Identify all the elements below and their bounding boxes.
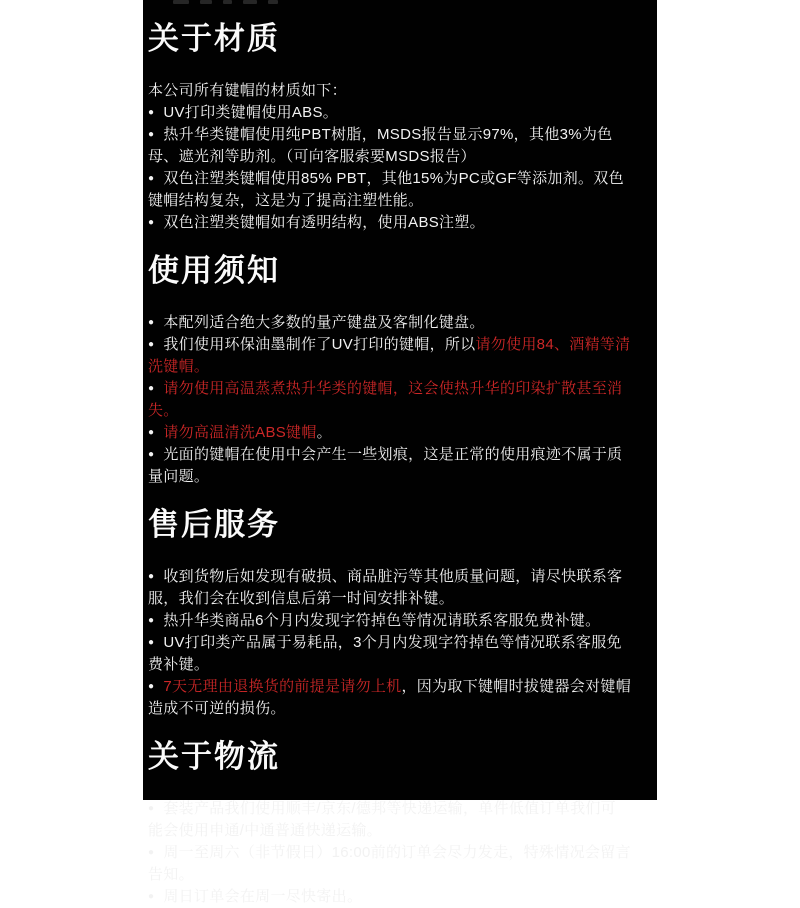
bullet-icon: ● (148, 107, 155, 118)
body-text: UV打印类键帽使用ABS。 (163, 104, 339, 121)
body-text: 热升华类键帽使用纯PBT树脂，MSDS报告显示97%，其他3%为色母、遮光剂等助剂。（可向客服索要MSDS报告） (148, 126, 613, 165)
cropped-glyph-fragment (243, 0, 257, 4)
cropped-glyph-fragment (268, 0, 278, 4)
warning-text: 7天无理由退换货的前提是请勿上机 (163, 678, 402, 695)
bullet-icon: ● (148, 317, 155, 328)
bullet-icon: ● (148, 803, 155, 814)
bullet-item (148, 124, 631, 168)
bullet-icon: ● (148, 217, 155, 228)
body-text: ，因为取下键帽时拔键器会对键帽造成不可逆的损伤。 (148, 678, 632, 717)
body-text: 光面的键帽在使用中会产生一些划痕，这是正常的使用痕迹不属于质量问题。 (148, 446, 623, 485)
bullet-item (148, 444, 631, 488)
body-text: 周日订单会在周一尽快寄出。 (163, 888, 363, 905)
bullet-item (148, 842, 631, 886)
bullet-item (148, 610, 631, 632)
bullet-icon: ● (148, 449, 155, 460)
content-section (148, 20, 631, 234)
body-text: UV打印类产品属于易耗品，3个月内发现字符掉色等情况联系客服免费补键。 (148, 634, 622, 673)
bullet-icon: ● (148, 129, 155, 140)
bullet-item (148, 798, 631, 842)
bullet-item (148, 422, 631, 444)
bullet-icon: ● (148, 339, 155, 350)
bullet-item (148, 102, 631, 124)
content-section (148, 738, 631, 908)
body-text: 。 (316, 424, 332, 441)
bullet-item (148, 212, 631, 234)
bullet-icon: ● (148, 637, 155, 648)
cropped-glyph-fragment (223, 0, 232, 4)
bullet-icon: ● (148, 891, 155, 902)
bullet-item (148, 566, 631, 610)
section-title: 使用须知 (148, 253, 280, 288)
section-title: 关于物流 (148, 739, 280, 774)
body-text: 双色注塑类键帽如有透明结构，使用ABS注塑。 (163, 214, 485, 231)
warning-text: 请勿使用高温蒸煮热升华类的键帽，这会使热升华的印染扩散甚至消失。 (148, 380, 623, 419)
bullet-item (148, 676, 631, 720)
bullet-item (148, 168, 631, 212)
body-text: 我们使用环保油墨制作了UV打印的键帽，所以 (163, 336, 476, 353)
sections-container (148, 20, 631, 908)
body-text: 双色注塑类键帽使用85% PBT，其他15%为PC或GF等添加剂。双色键帽结构复杂，这是为了提高注塑性能。 (148, 170, 624, 209)
bullet-item (148, 378, 631, 422)
bullet-item (148, 886, 631, 908)
cropped-glyph-fragment (200, 0, 212, 4)
warning-text: 请勿使用84、酒精等清洗键帽。 (148, 336, 631, 375)
bullet-icon: ● (148, 427, 155, 438)
bullet-item (148, 632, 631, 676)
content-section (148, 252, 631, 488)
body-text: 周一至周六（非节假日）16:00前的订单会尽力发走，特殊情况会留言告知。 (148, 844, 631, 883)
section-title: 售后服务 (148, 507, 280, 542)
warning-text: 请勿高温清洗ABS键帽 (163, 424, 317, 441)
cropped-text-remnant (173, 0, 278, 4)
bullet-item (148, 334, 631, 378)
bullet-icon: ● (148, 681, 155, 692)
bullet-icon: ● (148, 615, 155, 626)
body-text: 套装产品我们使用顺丰/京东/德邦等快递运输，单件低值订单我们可能会使用申通/中通普通快递运输。 (148, 800, 616, 839)
bullet-icon: ● (148, 571, 155, 582)
bullet-icon: ● (148, 173, 155, 184)
section-title: 关于材质 (148, 21, 280, 56)
cropped-glyph-fragment (173, 0, 189, 4)
body-text: 热升华类商品6个月内发现字符掉色等情况请联系客服免费补键。 (163, 612, 601, 629)
bullet-icon: ● (148, 383, 155, 394)
body-text: 本配列适合绝大多数的量产键盘及客制化键盘。 (163, 314, 485, 331)
body-text: 收到货物后如发现有破损、商品脏污等其他质量问题，请尽快联系客服，我们会在收到信息后第一时间安排补键。 (148, 568, 623, 607)
bullet-item (148, 312, 631, 334)
bullet-icon: ● (148, 847, 155, 858)
content-section (148, 506, 631, 720)
product-description-panel (143, 0, 657, 905)
section-intro: 本公司所有键帽的材质如下： (148, 82, 347, 99)
